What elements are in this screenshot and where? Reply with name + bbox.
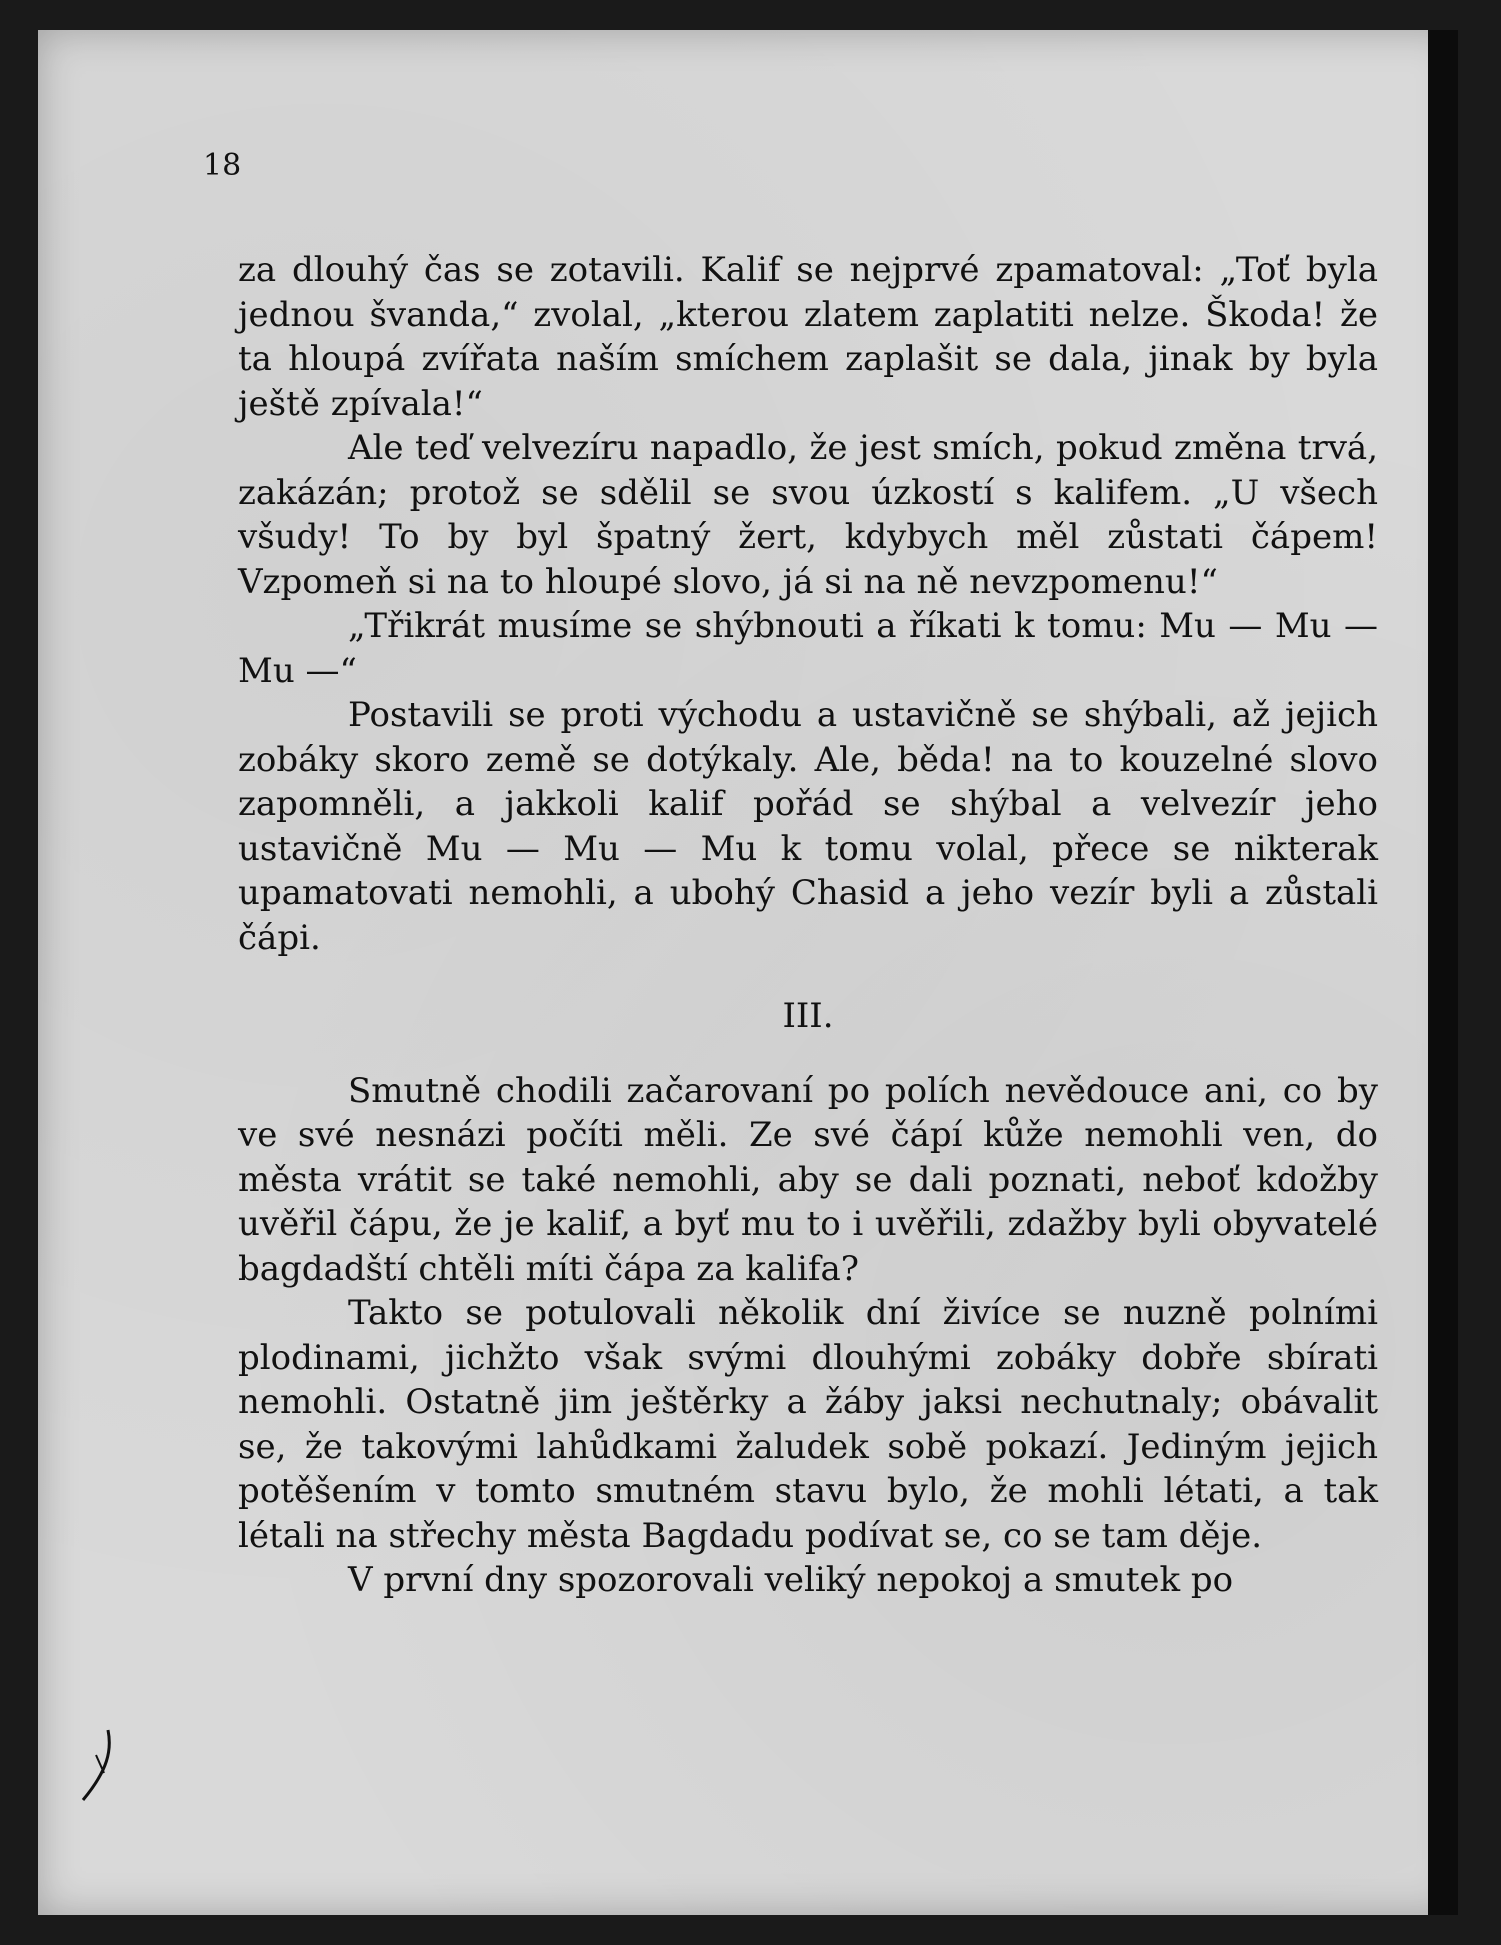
margin-pencil-mark [78,1725,118,1805]
page-edge-shadow [1428,30,1458,1915]
book-page [38,30,1458,1915]
paragraph: Takto se potulovali několik dní živíce se nuzně polními plodinami, jichžto však svými dlouhými zobáky dobře sbírati nemohli. Ostatně jim ještěrky a žáby jaksi nechutnaly; obávalit se, že takovými lahůdkami žaludek sobě pokazí. Jediným jejich potěšením v tomto smutném stavu bylo, že mohli létati, a tak létali na střechy města Bagdadu podívat se, co se tam děje. [238,1293,1378,1556]
paragraph: „Třikrát musíme se shýbnouti a říkati k tomu: Mu — Mu — Mu —“ [238,606,1378,691]
paragraph: Smutně chodili začarovaní po polích nevědouce ani, co by ve své nesnázi počíti měli. Ze své čápí kůže nemohli ven, do města vrátit se také nemohli, aby se dali poznati, neboť kdožby uvěřil čápu, že je kalif, a byť mu to i uvěřili, zdažby byli obyvatelé bagdadští chtěli míti čápa za kalifa? [238,1070,1378,1289]
paragraph: Ale teď velvezíru napadlo, že jest smích, pokud změna trvá, zakázán; protož se sdělil se svou úzkostí s kalifem. „U všech všudy! To by byl špatný žert, kdybych měl zůstati čápem! Vzpomeň si na to hloupé slovo, já si na ně nevzpomenu!“ [238,428,1378,602]
paragraph: za dlouhý čas se zotavili. Kalif se nejprvé zpamatoval: „Toť byla jednou švanda,“ zvolal, „kterou zlatem zaplatiti nelze. Škoda! že ta hloupá zvířata naším smíchem zaplašit se dala, jinak by byla ještě zpívala!“ [238,250,1378,424]
paragraph: V první dny spozorovali veliký nepokoj a smutek po [348,1560,1234,1600]
text-body [238,248,1378,1603]
page-number: 18 [203,148,242,183]
chapter-heading: III. [782,996,834,1036]
paragraph: Postavili se proti východu a ustavičně se shýbali, až jejich zobáky skoro země se dotýkaly. Ale, běda! na to kouzelné slovo zapomněli, a jakkoli kalif pořád se shýbal a velvezír jeho ustavičně Mu — Mu — Mu k tomu volal, přece se nikterak upamatovati nemohli, a ubohý Chasid a jeho vezír byli a zůstali čápi. [238,695,1378,958]
